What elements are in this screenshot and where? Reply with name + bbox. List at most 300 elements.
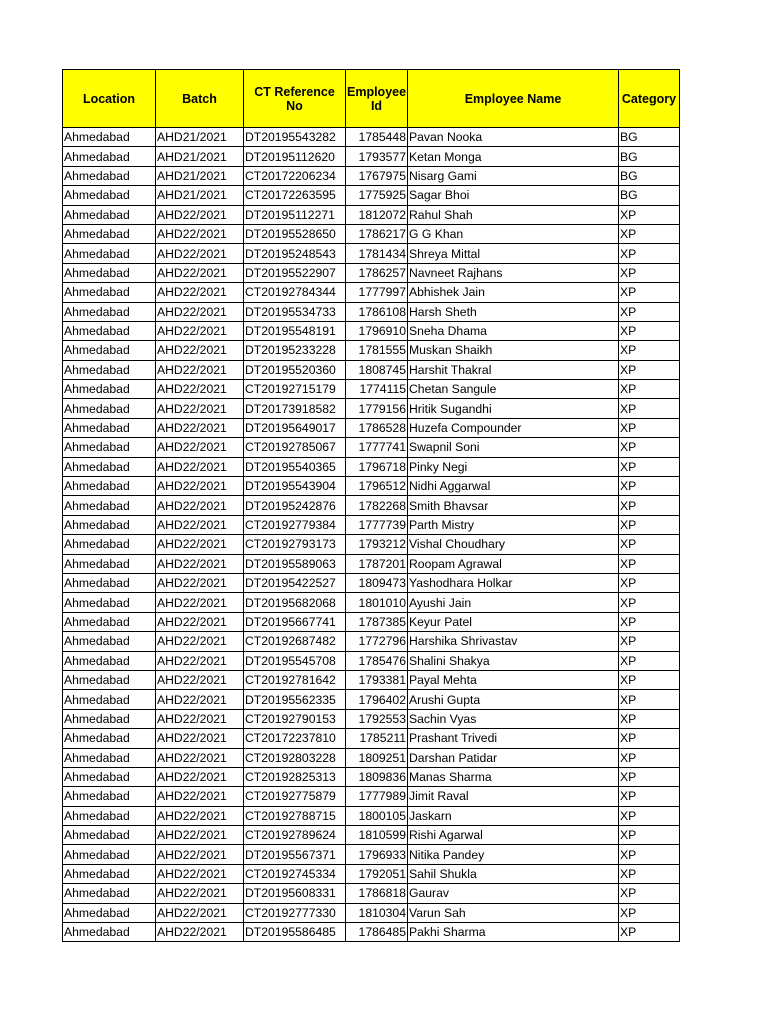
- ct-reference-cell: DT20195233228: [244, 341, 346, 360]
- employee-id-cell: 1793381: [346, 670, 408, 689]
- batch-cell: AHD22/2021: [156, 224, 244, 243]
- category-cell: XP: [619, 612, 680, 631]
- employee-name-cell: G G Khan: [408, 224, 619, 243]
- batch-cell: AHD22/2021: [156, 767, 244, 786]
- category-cell: XP: [619, 864, 680, 883]
- batch-cell: AHD21/2021: [156, 128, 244, 147]
- ct-reference-cell: DT20195520360: [244, 360, 346, 379]
- location-cell: Ahmedabad: [63, 767, 156, 786]
- employee-id-cell: 1781555: [346, 341, 408, 360]
- category-cell: XP: [619, 573, 680, 592]
- batch-cell: AHD22/2021: [156, 903, 244, 922]
- category-cell: XP: [619, 418, 680, 437]
- location-cell: Ahmedabad: [63, 457, 156, 476]
- employee-id-cell: 1796512: [346, 477, 408, 496]
- ct-reference-cell: CT20192793173: [244, 535, 346, 554]
- location-cell: Ahmedabad: [63, 341, 156, 360]
- employee-id-cell: 1787201: [346, 554, 408, 573]
- employee-name-cell: Jaskarn: [408, 806, 619, 825]
- employee-name-cell: Harsh Sheth: [408, 302, 619, 321]
- table-row: [63, 399, 680, 418]
- location-cell: Ahmedabad: [63, 438, 156, 457]
- category-cell: XP: [619, 709, 680, 728]
- batch-cell: AHD22/2021: [156, 380, 244, 399]
- employee-id-cell: 1793577: [346, 147, 408, 166]
- location-cell: Ahmedabad: [63, 205, 156, 224]
- employee-name-cell: Huzefa Compounder: [408, 418, 619, 437]
- batch-cell: AHD22/2021: [156, 864, 244, 883]
- employee-name-cell: Payal Mehta: [408, 670, 619, 689]
- employee-name-cell: Sagar Bhoi: [408, 186, 619, 205]
- table-row: [63, 380, 680, 399]
- employee-name-cell: Ayushi Jain: [408, 593, 619, 612]
- header-batch: Batch: [156, 70, 244, 128]
- location-cell: Ahmedabad: [63, 573, 156, 592]
- category-cell: BG: [619, 186, 680, 205]
- category-cell: XP: [619, 302, 680, 321]
- employee-name-cell: Swapnil Soni: [408, 438, 619, 457]
- ct-reference-cell: DT20195543904: [244, 477, 346, 496]
- location-cell: Ahmedabad: [63, 360, 156, 379]
- employee-name-cell: Pavan Nooka: [408, 128, 619, 147]
- table-row: [63, 535, 680, 554]
- ct-reference-cell: CT20192715179: [244, 380, 346, 399]
- category-cell: XP: [619, 632, 680, 651]
- ct-reference-cell: CT20172206234: [244, 166, 346, 185]
- employee-name-cell: Rahul Shah: [408, 205, 619, 224]
- employee-id-cell: 1777989: [346, 787, 408, 806]
- batch-cell: AHD22/2021: [156, 302, 244, 321]
- category-cell: XP: [619, 554, 680, 573]
- location-cell: Ahmedabad: [63, 224, 156, 243]
- category-cell: XP: [619, 244, 680, 263]
- location-cell: Ahmedabad: [63, 380, 156, 399]
- category-cell: XP: [619, 224, 680, 243]
- employee-name-cell: Shreya Mittal: [408, 244, 619, 263]
- employee-name-cell: Pakhi Sharma: [408, 923, 619, 942]
- employee-id-cell: 1786108: [346, 302, 408, 321]
- batch-cell: AHD22/2021: [156, 632, 244, 651]
- employee-id-cell: 1786528: [346, 418, 408, 437]
- table-row: [63, 709, 680, 728]
- batch-cell: AHD22/2021: [156, 535, 244, 554]
- table-row: [63, 593, 680, 612]
- location-cell: Ahmedabad: [63, 128, 156, 147]
- table-row: [63, 864, 680, 883]
- ct-reference-cell: DT20195608331: [244, 884, 346, 903]
- table-row: [63, 418, 680, 437]
- batch-cell: AHD22/2021: [156, 748, 244, 767]
- header-row: [63, 70, 680, 128]
- batch-cell: AHD22/2021: [156, 826, 244, 845]
- batch-cell: AHD22/2021: [156, 709, 244, 728]
- ct-reference-cell: DT20195534733: [244, 302, 346, 321]
- location-cell: Ahmedabad: [63, 923, 156, 942]
- employee-name-cell: Parth Mistry: [408, 515, 619, 534]
- table-row: [63, 690, 680, 709]
- table-row: [63, 166, 680, 185]
- ct-reference-cell: DT20195682068: [244, 593, 346, 612]
- category-cell: BG: [619, 147, 680, 166]
- ct-reference-cell: CT20192788715: [244, 806, 346, 825]
- employee-id-cell: 1786217: [346, 224, 408, 243]
- ct-reference-cell: DT20195589063: [244, 554, 346, 573]
- ct-reference-cell: CT20192781642: [244, 670, 346, 689]
- batch-cell: AHD22/2021: [156, 923, 244, 942]
- batch-cell: AHD21/2021: [156, 166, 244, 185]
- ct-reference-cell: DT20195586485: [244, 923, 346, 942]
- location-cell: Ahmedabad: [63, 709, 156, 728]
- location-cell: Ahmedabad: [63, 321, 156, 340]
- ct-reference-cell: DT20195112620: [244, 147, 346, 166]
- ct-reference-cell: CT20172237810: [244, 729, 346, 748]
- location-cell: Ahmedabad: [63, 864, 156, 883]
- table-row: [63, 748, 680, 767]
- employee-name-cell: Vishal Choudhary: [408, 535, 619, 554]
- table-row: [63, 341, 680, 360]
- batch-cell: AHD22/2021: [156, 438, 244, 457]
- table-row: [63, 806, 680, 825]
- employee-id-cell: 1810599: [346, 826, 408, 845]
- employee-name-cell: Roopam Agrawal: [408, 554, 619, 573]
- table-row: [63, 515, 680, 534]
- employee-table: [62, 69, 680, 942]
- category-cell: XP: [619, 806, 680, 825]
- employee-id-cell: 1785476: [346, 651, 408, 670]
- ct-reference-cell: DT20195567371: [244, 845, 346, 864]
- location-cell: Ahmedabad: [63, 651, 156, 670]
- table-row: [63, 321, 680, 340]
- employee-id-cell: 1809836: [346, 767, 408, 786]
- employee-id-cell: 1809473: [346, 573, 408, 592]
- batch-cell: AHD22/2021: [156, 418, 244, 437]
- ct-reference-cell: DT20195522907: [244, 263, 346, 282]
- location-cell: Ahmedabad: [63, 496, 156, 515]
- category-cell: XP: [619, 535, 680, 554]
- employee-id-cell: 1786818: [346, 884, 408, 903]
- location-cell: Ahmedabad: [63, 283, 156, 302]
- category-cell: XP: [619, 438, 680, 457]
- category-cell: XP: [619, 787, 680, 806]
- category-cell: XP: [619, 651, 680, 670]
- location-cell: Ahmedabad: [63, 845, 156, 864]
- table-row: [63, 612, 680, 631]
- employee-id-cell: 1787385: [346, 612, 408, 631]
- location-cell: Ahmedabad: [63, 729, 156, 748]
- location-cell: Ahmedabad: [63, 806, 156, 825]
- employee-id-cell: 1785448: [346, 128, 408, 147]
- employee-name-cell: Yashodhara Holkar: [408, 573, 619, 592]
- location-cell: Ahmedabad: [63, 263, 156, 282]
- table-row: [63, 923, 680, 942]
- ct-reference-cell: DT20195248543: [244, 244, 346, 263]
- category-cell: XP: [619, 884, 680, 903]
- location-cell: Ahmedabad: [63, 147, 156, 166]
- category-cell: XP: [619, 360, 680, 379]
- employee-id-cell: 1767975: [346, 166, 408, 185]
- employee-id-cell: 1812072: [346, 205, 408, 224]
- employee-id-cell: 1777741: [346, 438, 408, 457]
- table-row: [63, 477, 680, 496]
- employee-id-cell: 1809251: [346, 748, 408, 767]
- batch-cell: AHD22/2021: [156, 787, 244, 806]
- table-row: [63, 205, 680, 224]
- employee-id-cell: 1782268: [346, 496, 408, 515]
- location-cell: Ahmedabad: [63, 554, 156, 573]
- location-cell: Ahmedabad: [63, 884, 156, 903]
- ct-reference-cell: DT20195540365: [244, 457, 346, 476]
- employee-id-cell: 1796718: [346, 457, 408, 476]
- batch-cell: AHD22/2021: [156, 457, 244, 476]
- table-row: [63, 263, 680, 282]
- employee-name-cell: Keyur Patel: [408, 612, 619, 631]
- employee-name-cell: Muskan Shaikh: [408, 341, 619, 360]
- category-cell: XP: [619, 670, 680, 689]
- ct-reference-cell: DT20195112271: [244, 205, 346, 224]
- employee-id-cell: 1786257: [346, 263, 408, 282]
- location-cell: Ahmedabad: [63, 632, 156, 651]
- table-row: [63, 360, 680, 379]
- table-row: [63, 573, 680, 592]
- batch-cell: AHD22/2021: [156, 845, 244, 864]
- category-cell: XP: [619, 205, 680, 224]
- employee-name-cell: Gaurav: [408, 884, 619, 903]
- employee-name-cell: Harshika Shrivastav: [408, 632, 619, 651]
- location-cell: Ahmedabad: [63, 515, 156, 534]
- employee-id-cell: 1796910: [346, 321, 408, 340]
- batch-cell: AHD22/2021: [156, 884, 244, 903]
- location-cell: Ahmedabad: [63, 612, 156, 631]
- batch-cell: AHD22/2021: [156, 360, 244, 379]
- location-cell: Ahmedabad: [63, 826, 156, 845]
- batch-cell: AHD22/2021: [156, 515, 244, 534]
- category-cell: XP: [619, 341, 680, 360]
- employee-id-cell: 1775925: [346, 186, 408, 205]
- table-row: [63, 767, 680, 786]
- employee-id-cell: 1810304: [346, 903, 408, 922]
- employee-id-cell: 1772796: [346, 632, 408, 651]
- ct-reference-cell: DT20195649017: [244, 418, 346, 437]
- employee-id-cell: 1792051: [346, 864, 408, 883]
- batch-cell: AHD22/2021: [156, 670, 244, 689]
- ct-reference-cell: CT20192687482: [244, 632, 346, 651]
- location-cell: Ahmedabad: [63, 535, 156, 554]
- employee-name-cell: Pinky Negi: [408, 457, 619, 476]
- ct-reference-cell: CT20172263595: [244, 186, 346, 205]
- table-row: [63, 884, 680, 903]
- ct-reference-cell: DT20195543282: [244, 128, 346, 147]
- employee-id-cell: 1796402: [346, 690, 408, 709]
- batch-cell: AHD22/2021: [156, 205, 244, 224]
- batch-cell: AHD21/2021: [156, 147, 244, 166]
- ct-reference-cell: CT20192785067: [244, 438, 346, 457]
- category-cell: XP: [619, 496, 680, 515]
- batch-cell: AHD22/2021: [156, 651, 244, 670]
- table-row: [63, 632, 680, 651]
- batch-cell: AHD22/2021: [156, 806, 244, 825]
- batch-cell: AHD22/2021: [156, 496, 244, 515]
- ct-reference-cell: DT20195548191: [244, 321, 346, 340]
- category-cell: XP: [619, 923, 680, 942]
- employee-name-cell: Hritik Sugandhi: [408, 399, 619, 418]
- employee-id-cell: 1796933: [346, 845, 408, 864]
- employee-name-cell: Arushi Gupta: [408, 690, 619, 709]
- category-cell: XP: [619, 748, 680, 767]
- header-employee-id: Employee Id: [346, 70, 408, 128]
- batch-cell: AHD22/2021: [156, 729, 244, 748]
- location-cell: Ahmedabad: [63, 748, 156, 767]
- employee-name-cell: Jimit Raval: [408, 787, 619, 806]
- location-cell: Ahmedabad: [63, 670, 156, 689]
- location-cell: Ahmedabad: [63, 418, 156, 437]
- header-ct-reference: CT Reference No: [244, 70, 346, 128]
- employee-id-cell: 1779156: [346, 399, 408, 418]
- ct-reference-cell: DT20195545708: [244, 651, 346, 670]
- ct-reference-cell: CT20192745334: [244, 864, 346, 883]
- location-cell: Ahmedabad: [63, 302, 156, 321]
- category-cell: XP: [619, 845, 680, 864]
- employee-id-cell: 1786485: [346, 923, 408, 942]
- category-cell: XP: [619, 380, 680, 399]
- employee-id-cell: 1774115: [346, 380, 408, 399]
- category-cell: XP: [619, 593, 680, 612]
- table-row: [63, 651, 680, 670]
- ct-reference-cell: DT20195562335: [244, 690, 346, 709]
- batch-cell: AHD22/2021: [156, 612, 244, 631]
- table-row: [63, 729, 680, 748]
- ct-reference-cell: CT20192803228: [244, 748, 346, 767]
- employee-name-cell: Chetan Sangule: [408, 380, 619, 399]
- table-row: [63, 224, 680, 243]
- batch-cell: AHD22/2021: [156, 244, 244, 263]
- category-cell: XP: [619, 263, 680, 282]
- location-cell: Ahmedabad: [63, 787, 156, 806]
- ct-reference-cell: DT20195242876: [244, 496, 346, 515]
- table-row: [63, 903, 680, 922]
- employee-name-cell: Ketan Monga: [408, 147, 619, 166]
- ct-reference-cell: CT20192775879: [244, 787, 346, 806]
- employee-id-cell: 1800105: [346, 806, 408, 825]
- table-row: [63, 845, 680, 864]
- employee-name-cell: Rishi Agarwal: [408, 826, 619, 845]
- batch-cell: AHD22/2021: [156, 263, 244, 282]
- ct-reference-cell: CT20192825313: [244, 767, 346, 786]
- batch-cell: AHD22/2021: [156, 554, 244, 573]
- category-cell: XP: [619, 477, 680, 496]
- category-cell: BG: [619, 128, 680, 147]
- employee-name-cell: Abhishek Jain: [408, 283, 619, 302]
- category-cell: XP: [619, 283, 680, 302]
- category-cell: XP: [619, 515, 680, 534]
- table-row: [63, 496, 680, 515]
- employee-name-cell: Harshit Thakral: [408, 360, 619, 379]
- ct-reference-cell: CT20192777330: [244, 903, 346, 922]
- employee-name-cell: Smith Bhavsar: [408, 496, 619, 515]
- batch-cell: AHD22/2021: [156, 593, 244, 612]
- category-cell: XP: [619, 457, 680, 476]
- employee-id-cell: 1792553: [346, 709, 408, 728]
- location-cell: Ahmedabad: [63, 166, 156, 185]
- location-cell: Ahmedabad: [63, 186, 156, 205]
- employee-name-cell: Shalini Shakya: [408, 651, 619, 670]
- table-row: [63, 283, 680, 302]
- batch-cell: AHD22/2021: [156, 690, 244, 709]
- header-employee-name: Employee Name: [408, 70, 619, 128]
- employee-name-cell: Sahil Shukla: [408, 864, 619, 883]
- header-category: Category: [619, 70, 680, 128]
- batch-cell: AHD22/2021: [156, 399, 244, 418]
- batch-cell: AHD22/2021: [156, 341, 244, 360]
- employee-name-cell: Nitika Pandey: [408, 845, 619, 864]
- batch-cell: AHD22/2021: [156, 477, 244, 496]
- employee-name-cell: Prashant Trivedi: [408, 729, 619, 748]
- employee-id-cell: 1777739: [346, 515, 408, 534]
- table-row: [63, 186, 680, 205]
- ct-reference-cell: CT20192779384: [244, 515, 346, 534]
- employee-name-cell: Nisarg Gami: [408, 166, 619, 185]
- category-cell: XP: [619, 321, 680, 340]
- batch-cell: AHD21/2021: [156, 186, 244, 205]
- employee-name-cell: Nidhi Aggarwal: [408, 477, 619, 496]
- category-cell: XP: [619, 399, 680, 418]
- employee-name-cell: Darshan Patidar: [408, 748, 619, 767]
- location-cell: Ahmedabad: [63, 399, 156, 418]
- table-row: [63, 457, 680, 476]
- location-cell: Ahmedabad: [63, 690, 156, 709]
- table-row: [63, 554, 680, 573]
- location-cell: Ahmedabad: [63, 244, 156, 263]
- header-location: Location: [63, 70, 156, 128]
- location-cell: Ahmedabad: [63, 593, 156, 612]
- table-row: [63, 302, 680, 321]
- employee-id-cell: 1785211: [346, 729, 408, 748]
- employee-id-cell: 1801010: [346, 593, 408, 612]
- ct-reference-cell: DT20195422527: [244, 573, 346, 592]
- table-row: [63, 670, 680, 689]
- employee-id-cell: 1781434: [346, 244, 408, 263]
- ct-reference-cell: DT20173918582: [244, 399, 346, 418]
- ct-reference-cell: CT20192789624: [244, 826, 346, 845]
- ct-reference-cell: CT20192790153: [244, 709, 346, 728]
- employee-id-cell: 1793212: [346, 535, 408, 554]
- employee-id-cell: 1777997: [346, 283, 408, 302]
- location-cell: Ahmedabad: [63, 477, 156, 496]
- employee-name-cell: Sneha Dhama: [408, 321, 619, 340]
- category-cell: XP: [619, 903, 680, 922]
- category-cell: BG: [619, 166, 680, 185]
- table-row: [63, 147, 680, 166]
- table-row: [63, 787, 680, 806]
- table-row: [63, 826, 680, 845]
- category-cell: XP: [619, 826, 680, 845]
- employee-name-cell: Varun Sah: [408, 903, 619, 922]
- location-cell: Ahmedabad: [63, 903, 156, 922]
- ct-reference-cell: CT20192784344: [244, 283, 346, 302]
- batch-cell: AHD22/2021: [156, 283, 244, 302]
- category-cell: XP: [619, 767, 680, 786]
- ct-reference-cell: DT20195528650: [244, 224, 346, 243]
- employee-name-cell: Sachin Vyas: [408, 709, 619, 728]
- table-row: [63, 438, 680, 457]
- batch-cell: AHD22/2021: [156, 321, 244, 340]
- table-row: [63, 244, 680, 263]
- category-cell: XP: [619, 690, 680, 709]
- batch-cell: AHD22/2021: [156, 573, 244, 592]
- ct-reference-cell: DT20195667741: [244, 612, 346, 631]
- table-row: [63, 128, 680, 147]
- employee-id-cell: 1808745: [346, 360, 408, 379]
- category-cell: XP: [619, 729, 680, 748]
